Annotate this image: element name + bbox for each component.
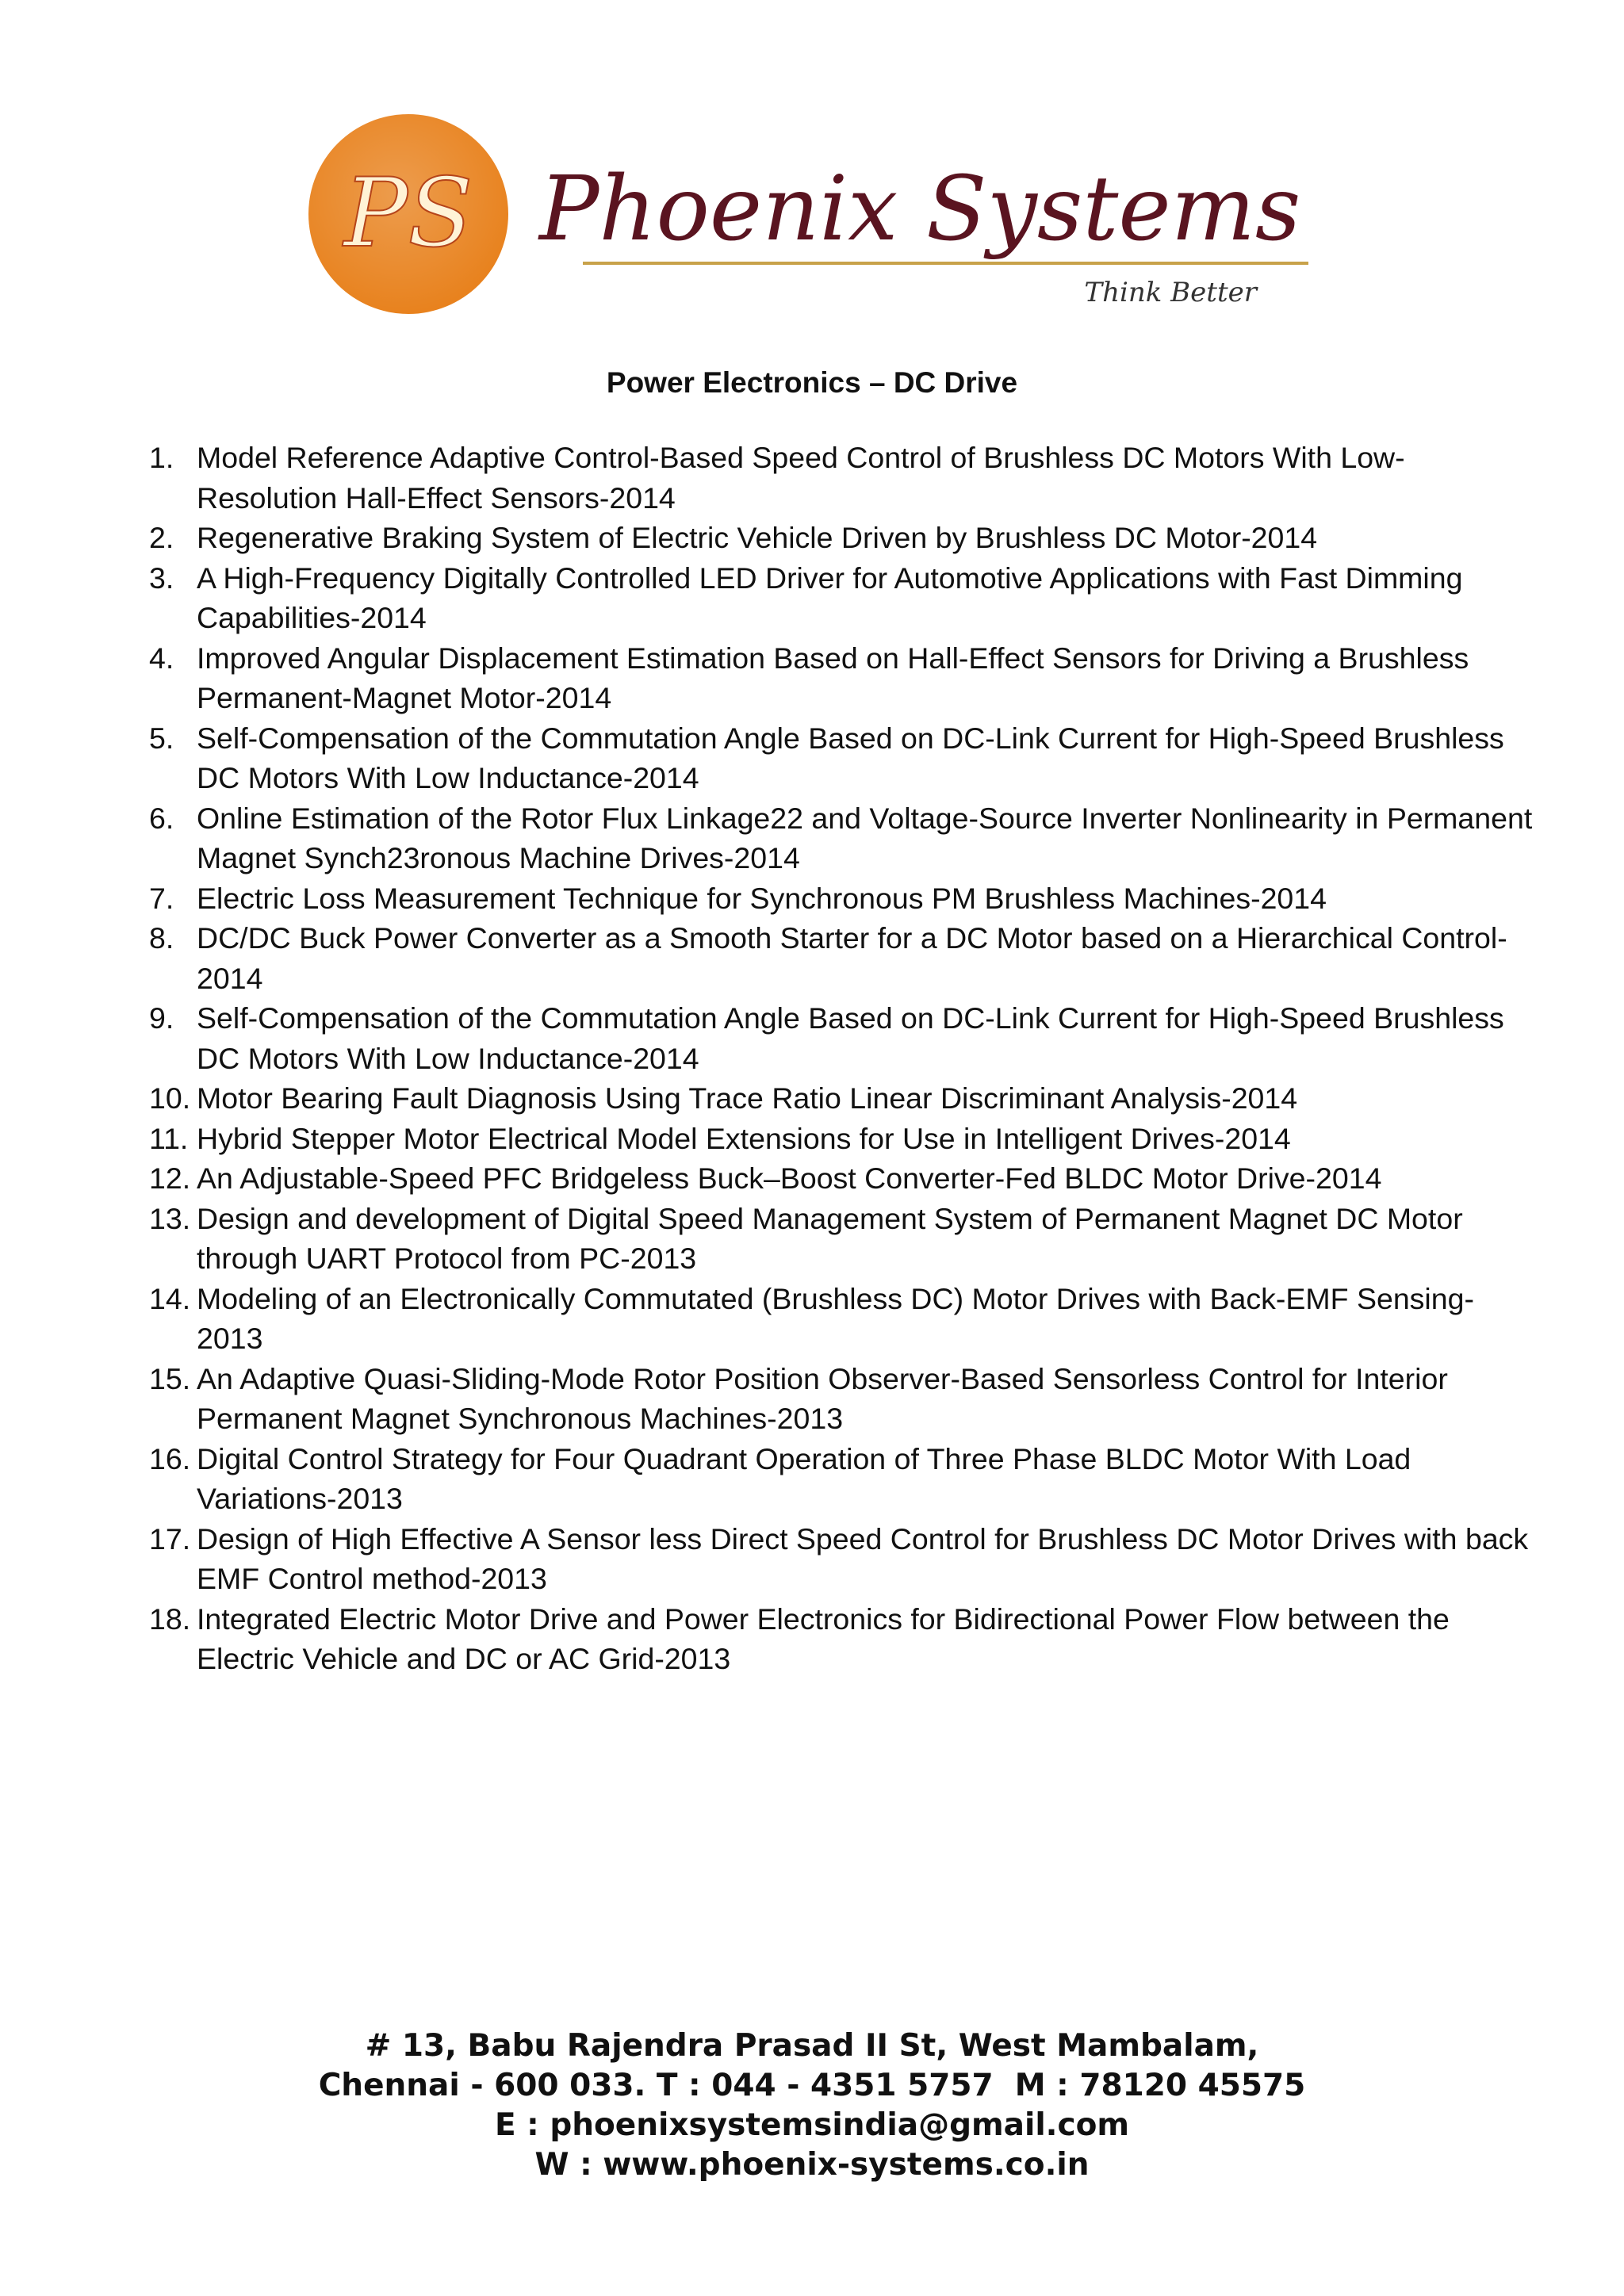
list-item <box>141 1119 1537 1159</box>
list-item-title: Online Estimation of the Rotor Flux Linkage22 and Voltage-Source Inverter Nonlinearity in Permanent Magnet Synch23ronous Machine Drives-2014 <box>197 801 1533 874</box>
list-item-title: Self-Compensation of the Commutation Angle Based on DC-Link Current for High-Speed Brushless DC Motors With Low Inductance-2014 <box>197 1001 1504 1075</box>
list-item-title: Modeling of an Electronically Commutated (Brushless DC) Motor Drives with Back-EMF Sensing-2013 <box>197 1281 1474 1355</box>
list-item <box>141 798 1537 878</box>
list-item-number: 17. <box>149 1521 191 1556</box>
list-item-title: A High-Frequency Digitally Controlled LED Driver for Automotive Applications with Fast Dimming Capabilities-2014 <box>197 561 1463 634</box>
list-item-title: Improved Angular Displacement Estimation Based on Hall-Effect Sensors for Driving a Brushless Permanent-Magnet Motor-2014 <box>197 641 1469 714</box>
list-item-number: 6. <box>149 801 174 835</box>
list-item-title: An Adjustable-Speed PFC Bridgeless Buck–Boost Converter-Fed BLDC Motor Drive-2014 <box>197 1161 1382 1195</box>
list-item-number: 11. <box>149 1121 189 1155</box>
list-item-title: Self-Compensation of the Commutation Angle Based on DC-Link Current for High-Speed Brushless DC Motors With Low Inductance-2014 <box>197 721 1504 794</box>
list-item <box>141 1078 1537 1119</box>
list-item-title: Motor Bearing Fault Diagnosis Using Trace Ratio Linear Discriminant Analysis-2014 <box>197 1081 1298 1115</box>
list-item-number: 14. <box>149 1281 191 1315</box>
list-item-number: 3. <box>149 561 174 595</box>
brand-tagline: Think Better <box>1084 277 1257 308</box>
list-item <box>141 1519 1537 1599</box>
list-item-title: Design and development of Digital Speed Management System of Permanent Magnet DC Motor through UART Protocol from PC-2013 <box>197 1201 1463 1275</box>
list-item-number: 16. <box>149 1441 191 1475</box>
list-item <box>141 518 1537 558</box>
list-item <box>141 638 1537 718</box>
list-item-title: Model Reference Adaptive Control-Based Speed Control of Brushless DC Motors With Low-Resolution Hall-Effect Sensors-2014 <box>197 441 1405 515</box>
list-item-number: 7. <box>149 881 174 915</box>
list-item <box>141 1359 1537 1439</box>
contact-footer <box>0 2026 1624 2185</box>
list-item-title: Hybrid Stepper Motor Electrical Model Extensions for Use in Intelligent Drives-2014 <box>197 1121 1291 1155</box>
footer-website: W : www.phoenix-systems.co.in <box>534 2147 1090 2183</box>
list-item-number: 1. <box>149 441 174 474</box>
list-item-number: 18. <box>149 1601 191 1636</box>
list-item <box>141 1199 1537 1279</box>
list-item-title: Electric Loss Measurement Technique for Synchronous PM Brushless Machines-2014 <box>197 881 1327 915</box>
list-item-title: Design of High Effective A Sensor less Direct Speed Control for Brushless DC Motor Drives with back EMF Control method-2013 <box>197 1521 1529 1595</box>
list-item <box>141 438 1537 518</box>
list-item-title: DC/DC Buck Power Converter as a Smooth Starter for a DC Motor based on a Hierarchical Control-2014 <box>197 921 1507 995</box>
brand-name: Phoenix Systems <box>539 158 1301 261</box>
logo-monogram: PS <box>343 159 473 269</box>
list-item <box>141 1599 1537 1679</box>
footer-email: E : phoenixsystemsindia@gmail.com <box>494 2107 1130 2143</box>
company-header <box>301 111 1332 325</box>
list-item <box>141 1279 1537 1359</box>
footer-address-line-1: # 13, Babu Rajendra Prasad II St, West Mambalam, <box>365 2028 1259 2064</box>
list-item <box>141 1158 1537 1199</box>
list-item-number: 12. <box>149 1161 191 1195</box>
paper-list <box>141 438 1537 1679</box>
list-item-number: 9. <box>149 1001 174 1035</box>
company-logo <box>301 111 1332 325</box>
list-item <box>141 878 1537 919</box>
list-item-number: 15. <box>149 1361 191 1395</box>
list-item-number: 8. <box>149 921 174 955</box>
list-item-number: 5. <box>149 721 174 755</box>
list-item-number: 10. <box>149 1081 191 1115</box>
list-item-title: Regenerative Braking System of Electric Vehicle Driven by Brushless DC Motor-2014 <box>197 521 1318 554</box>
list-item-title: An Adaptive Quasi-Sliding-Mode Rotor Position Observer-Based Sensorless Control for Interior Permanent Magnet Synchronous Machines-2013 <box>197 1361 1448 1435</box>
list-item <box>141 1439 1537 1519</box>
list-item <box>141 998 1537 1078</box>
list-item <box>141 718 1537 798</box>
document-title: Power Electronics – DC Drive <box>606 366 1018 399</box>
list-item-number: 4. <box>149 641 174 675</box>
footer-address-line-2: Chennai - 600 033. T : 044 - 4351 5757 M : 78120 45575 <box>318 2068 1306 2103</box>
list-item-number: 2. <box>149 521 174 554</box>
list-item-title: Integrated Electric Motor Drive and Power Electronics for Bidirectional Power Flow between the Electric Vehicle and DC or AC Grid-2013 <box>197 1601 1450 1675</box>
list-item <box>141 558 1537 638</box>
list-item-number: 13. <box>149 1201 191 1235</box>
list-item-title: Digital Control Strategy for Four Quadrant Operation of Three Phase BLDC Motor With Load Variations-2013 <box>197 1441 1411 1515</box>
list-item <box>141 918 1537 998</box>
